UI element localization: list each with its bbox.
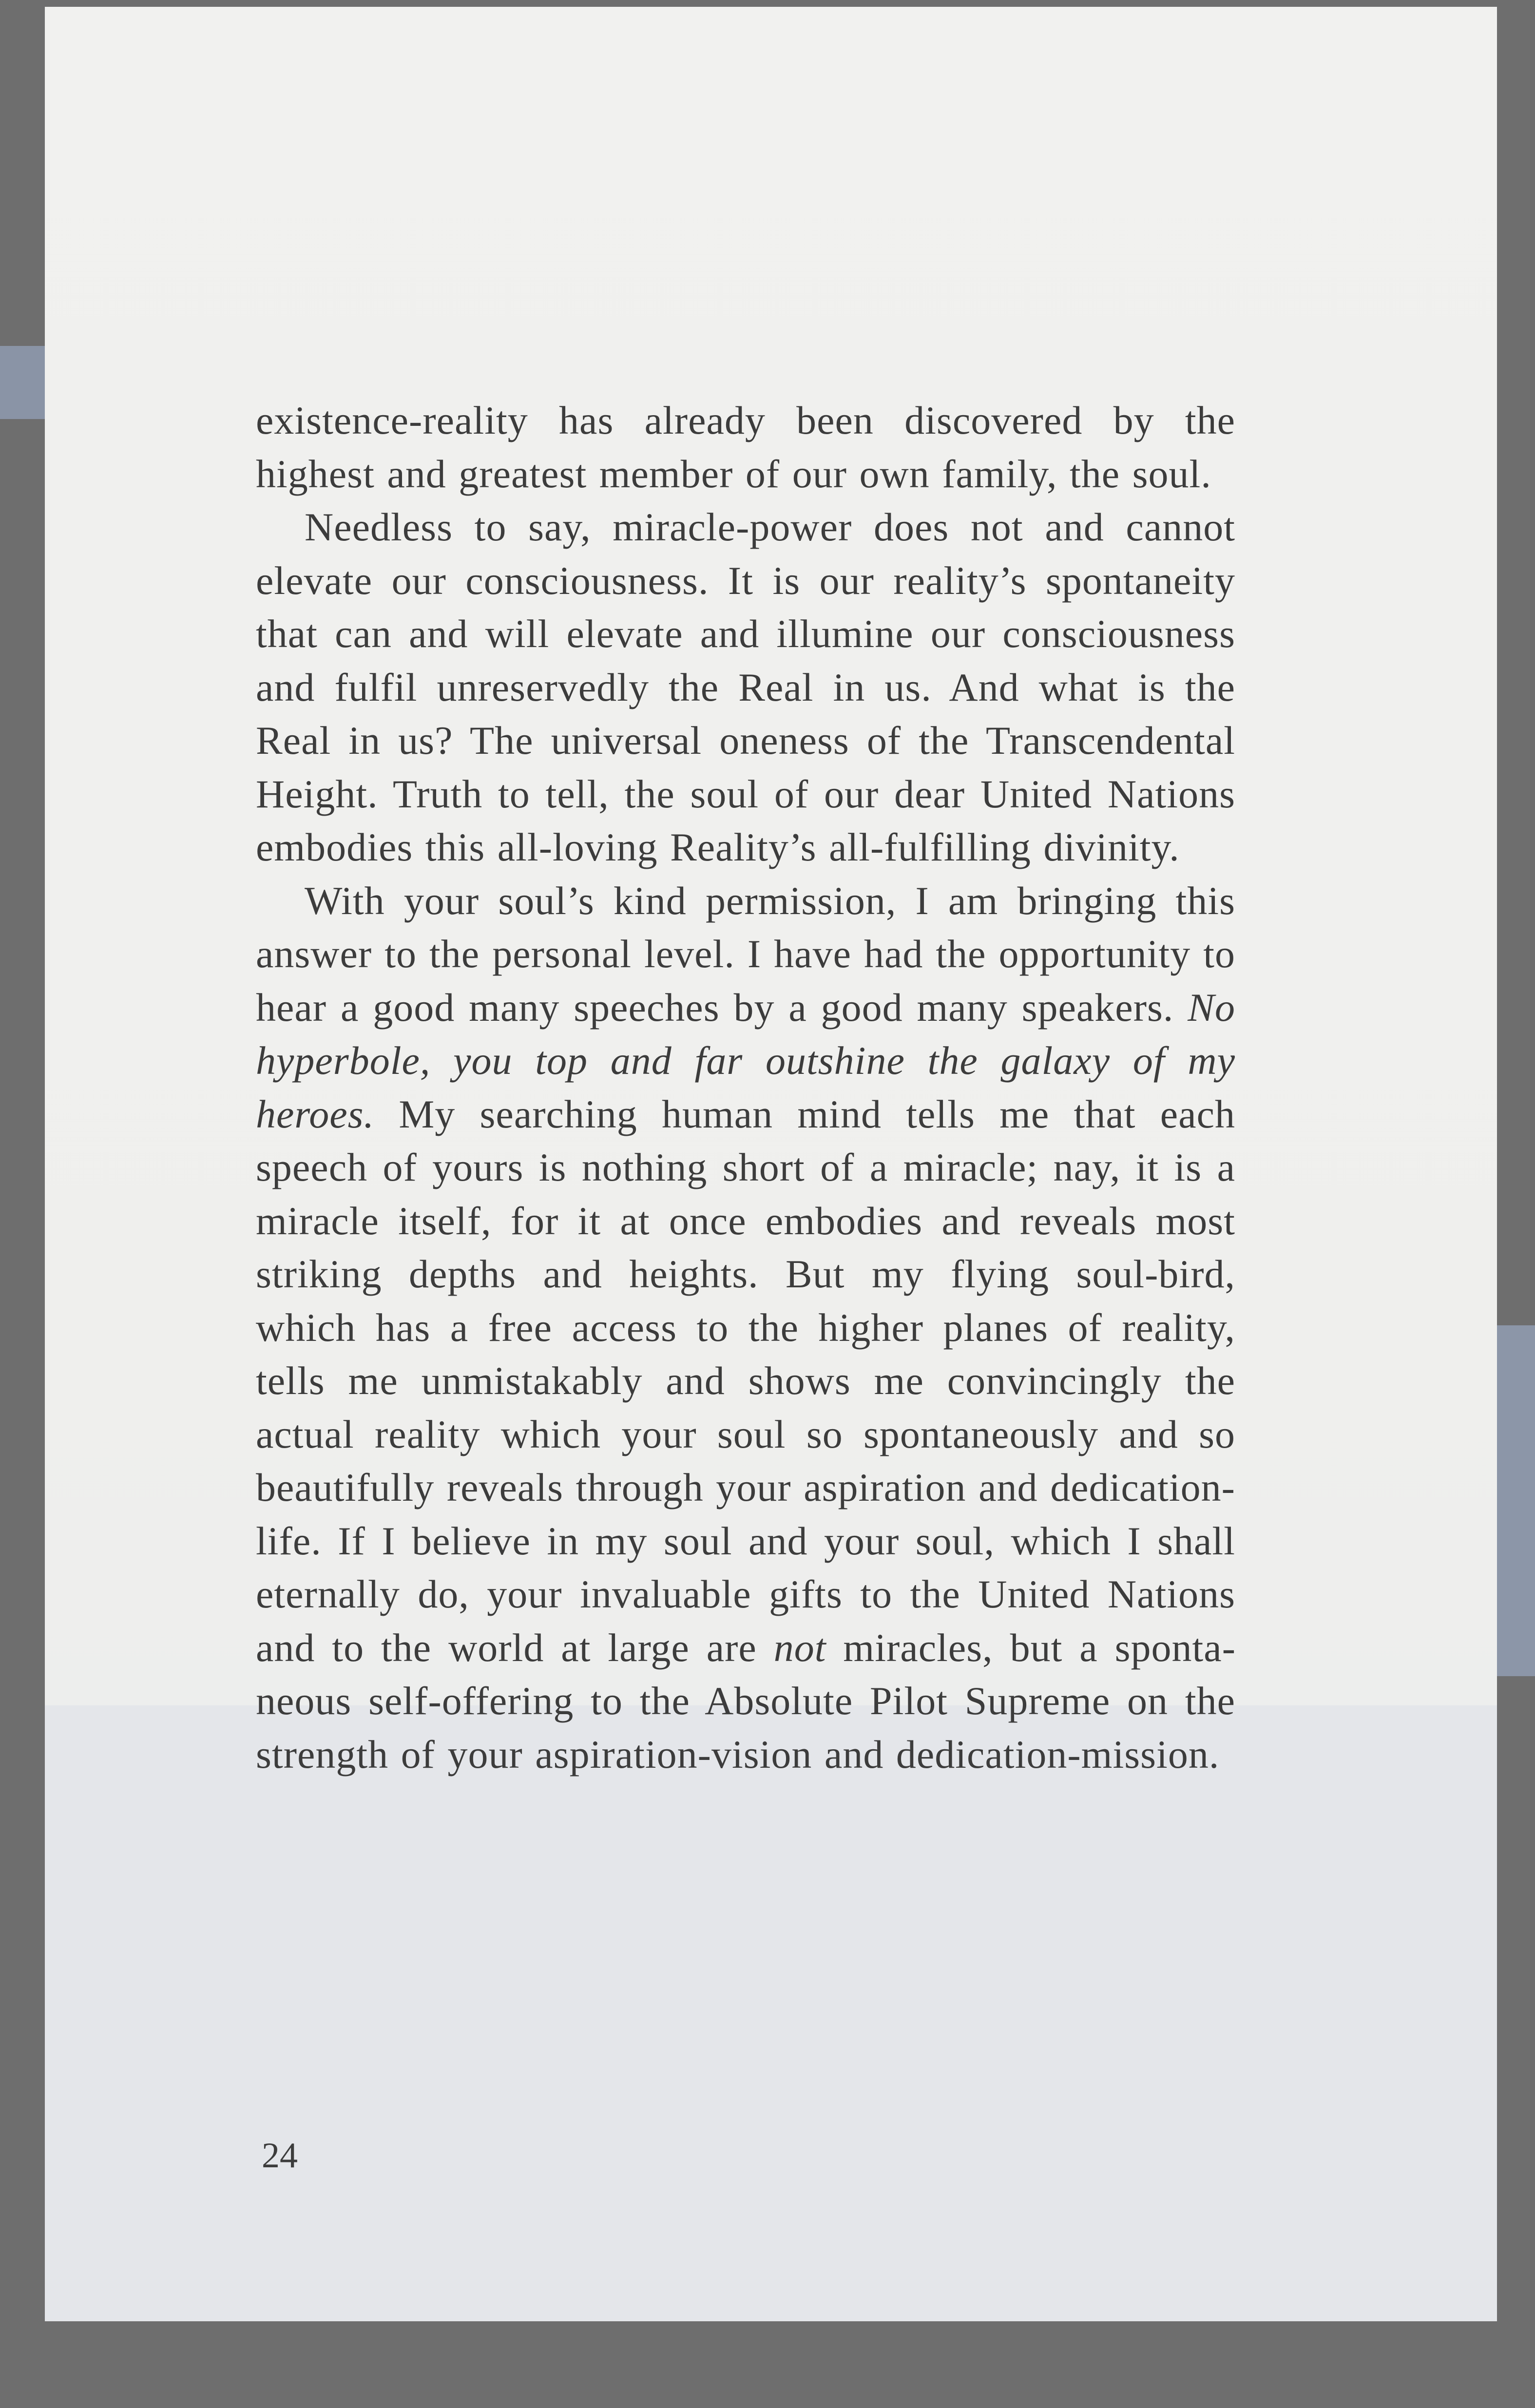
italic-text-run: No hyperbole, you top and far outshine the galaxy of my heroes.: [256, 985, 1235, 1136]
text-run: My searching human mind tells me that each speech of yours is nothing short of a miracle; nay, it is a miracle itself, for it at once embodies and reveals most striking depths and heights. But my flying soul-bird, which has a free access to the higher planes of reality, tells me unmistakably and shows me convincingly the actual reality which your soul so spontaneously and so beautifully reveals through your aspiration and dedication-life. If I believe in my soul and your soul, which I shall eternally do, your invaluable gifts to the United Nations and to the world at large are: [256, 1091, 1235, 1670]
paragraph-needless: [256, 500, 1235, 874]
text-run: With your soul’s kind permission, I am bringing this answer to the personal level. I have had the opportunity to hear a good many speeches by a good many speakers.: [256, 878, 1235, 1030]
page-number: 24: [262, 2136, 298, 2176]
paragraph-with-your-soul: [256, 874, 1235, 1781]
scan-edge-right: [1497, 1325, 1535, 1676]
text-run: existence-reality has already been discovered by the highest and greatest member of our own family, the soul.: [256, 398, 1235, 496]
text-run: Needless to say, miracle-power does not and cannot elevate our consciousness. It is our reality’s spontaneity that can and will elevate and illumine our consciousness and fulfil unreservedly the Real in us. And what is the Real in us? The universal oneness of the Transcendental Height. Truth to tell, the soul of our dear United Nations embodies this all-loving Reality’s all-fulfilling divinity.: [256, 505, 1235, 869]
scan-shading-band: [45, 1705, 1497, 2321]
italic-text-run: not: [773, 1625, 826, 1670]
paragraph-continuation: [256, 394, 1235, 500]
text-run: miracles, but a spontaneous self-offering to the Absolute Pilot Supreme on the strength of your aspiration-vision and dedication-mission.: [256, 1625, 1235, 1777]
body-text: [256, 394, 1235, 1781]
scan-edge-left: [0, 346, 45, 419]
